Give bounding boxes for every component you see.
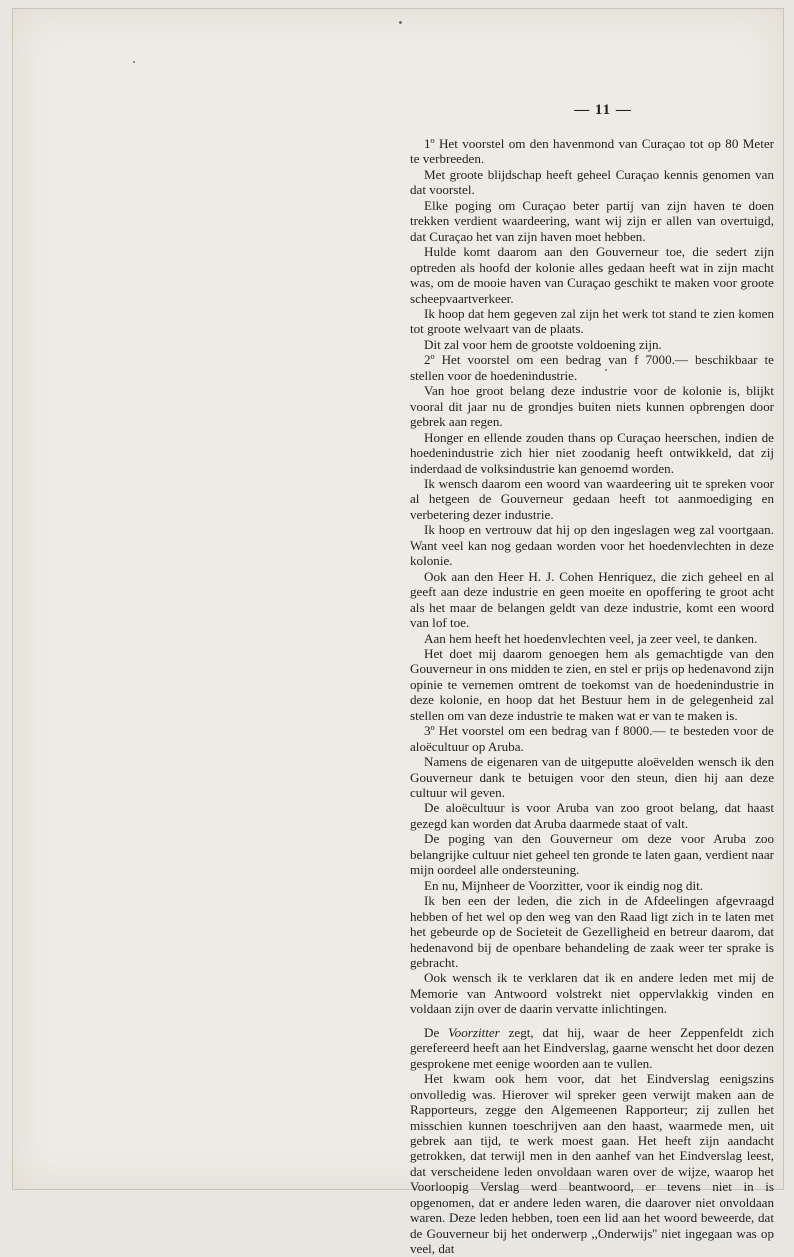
paragraph: 3º Het voorstel om een bedrag van f 8000.— te besteden voor de aloëcultuur op Aruba. — [410, 723, 774, 754]
voorzitter-paragraph — [410, 1025, 774, 1071]
paragraph: Ook aan den Heer H. J. Cohen Henriquez, die zich geheel en al geeft aan deze industrie en geen moeite en opoffering te groot acht als het maar de belangen geldt van deze industrie, komt een woord van lof toe. — [410, 568, 774, 631]
paragraph: Ik wensch daarom een woord van waardeering uit te spreken voor al hetgeen de Gouverneur gedaan heeft tot aanmoediging en verbetering dezer industrie. — [410, 475, 774, 522]
closing-paragraph: Het kwam ook hem voor, dat het Eindverslag eenigszins onvolledig was. Hierover wil spreker geen verwijt maken aan de Rapporteurs, zegge den Algemeenen Rapporteur; zij zullen het misschien kunnen toeschrijven aan den haast, waarmede men, uit gebrek aan tijd, te werk moest gaan. Het heeft zijn aandacht getrokken, dat terwijl men in den aanhef van het Eindverslag leest, dat verscheidene leden onvoldaan waren over de wijze, waarop het Voorloopig Verslag werd beantwoord, er tevens niet in is opgenomen, dat er andere leden waren, die daarover niet onvoldaan waren. Deze leden hebben, toen een lid aan het woord beweerde, dat de Gouverneur bij het onderwerp ,,Onderwijs'' niet ingegaan was op veel, dat — [410, 1071, 774, 1257]
paragraph: Ik hoop en vertrouw dat hij op den ingeslagen weg zal voortgaan. Want veel kan nog gedaan worden voor het hoedenvlechten in deze kolonie. — [410, 522, 774, 569]
paragraph: Van hoe groot belang deze industrie voor de kolonie is, blijkt vooral dit jaar nu de grondjes buiten niets kunnen opbrengen door gebrek aan regen. — [410, 383, 774, 430]
paragraph: En nu, Mijnheer de Voorzitter, voor ik eindig nog dit. — [424, 877, 704, 893]
dust-speck — [133, 61, 135, 63]
paragraph: Dit zal voor hem de grootste voldoening zijn. — [424, 336, 662, 352]
dust-speck — [399, 21, 402, 24]
paragraph: Aan hem heeft het hoedenvlechten veel, ja zeer veel, te danken. — [424, 630, 758, 646]
voorzitter-rest: zegt, dat hij, waar de heer Zeppenfeldt zich gerefereerd heeft aan het Eindverslag, gaarne wenscht het door dezen gesprokene met eenige woorden aan te vullen. — [410, 1024, 774, 1071]
page-number: — 11 — — [574, 102, 632, 118]
paragraph: De aloëcultuur is voor Aruba van zoo groot belang, dat haast gezegd kan worden dat Aruba daarmede staat of valt. — [410, 800, 774, 831]
paragraph: Elke poging om Curaçao beter partij van zijn haven te doen trekken verdient waardeering, want wij zijn er allen van overtuigd, dat Curaçao het van zijn haven moet hebben. — [410, 197, 774, 244]
paragraph: Namens de eigenaren van de uitgeputte aloëvelden wensch ik den Gouverneur dank te betuigen voor den steun, dien hij aan deze cultuur wil geven. — [410, 754, 774, 801]
paragraph: 2º Het voorstel om een bedrag van f 7000.— beschikbaar te stellen voor de hoedenindustrie. — [410, 352, 774, 383]
paragraph: Met groote blijdschap heeft geheel Curaçao kennis genomen van dat voorstel. — [410, 166, 774, 198]
voorzitter-prefix: De — [424, 1024, 449, 1040]
paragraph: Honger en ellende zouden thans op Curaçao heerschen, indien de hoedenindustrie zich hier niet zoodanig heeft ontwikkeld, dat zij inderdaad de volksindustrie kan genoemd worden. — [410, 429, 774, 476]
text-column — [410, 136, 774, 1257]
paragraph: 1º Het voorstel om den havenmond van Curaçao tot op 80 Meter te verbreeden. — [410, 136, 774, 167]
paragraph: De poging van den Gouverneur om deze voor Aruba zoo belangrijke cultuur niet geheel ten gronde te laten gaan, verdient naar mijn oordeel alle ondersteuning. — [410, 831, 774, 878]
paragraph: Ook wensch ik te verklaren dat ik en andere leden met mij de Memorie van Antwoord volstrekt niet oppervlakkig vinden en voldaan zijn over de daarin vervatte inlichtingen. — [410, 970, 774, 1017]
voorzitter-label: Voorzitter — [448, 1024, 500, 1040]
document-page — [12, 8, 784, 1257]
paragraph: Ik ben een der leden, die zich in de Afdeelingen afgevraagd hebben of het wel op den weg van den Raad ligt zich in te laten met het gebeurde op de Societeit de Gezelligheid en betreur daarom, dat hedenavond bij de openbare behandeling de zaak weer ter sprake is gebracht. — [410, 893, 774, 971]
paragraph: Het doet mij daarom genoegen hem als gemachtigde van den Gouverneur in ons midden te zien, en stel er prijs op hedenavond zijn opinie te vernemen omtrent de toekomst van de hoedenindustrie in deze kolonie, en hoop dat het Bestuur hem in de gelegenheid zal stellen om van deze industrie te maken wat er van te maken is. — [410, 645, 774, 723]
paragraph: Ik hoop dat hem gegeven zal zijn het werk tot stand te zien komen tot groote welvaart van de plaats. — [410, 305, 774, 337]
paragraph: Hulde komt daarom aan den Gouverneur toe, die sedert zijn optreden als hoofd der kolonie alles gedaan heeft wat in zijn macht was, om de mooie haven van Curaçao geschikt te maken voor groote scheepvaartverkeer. — [410, 244, 774, 306]
